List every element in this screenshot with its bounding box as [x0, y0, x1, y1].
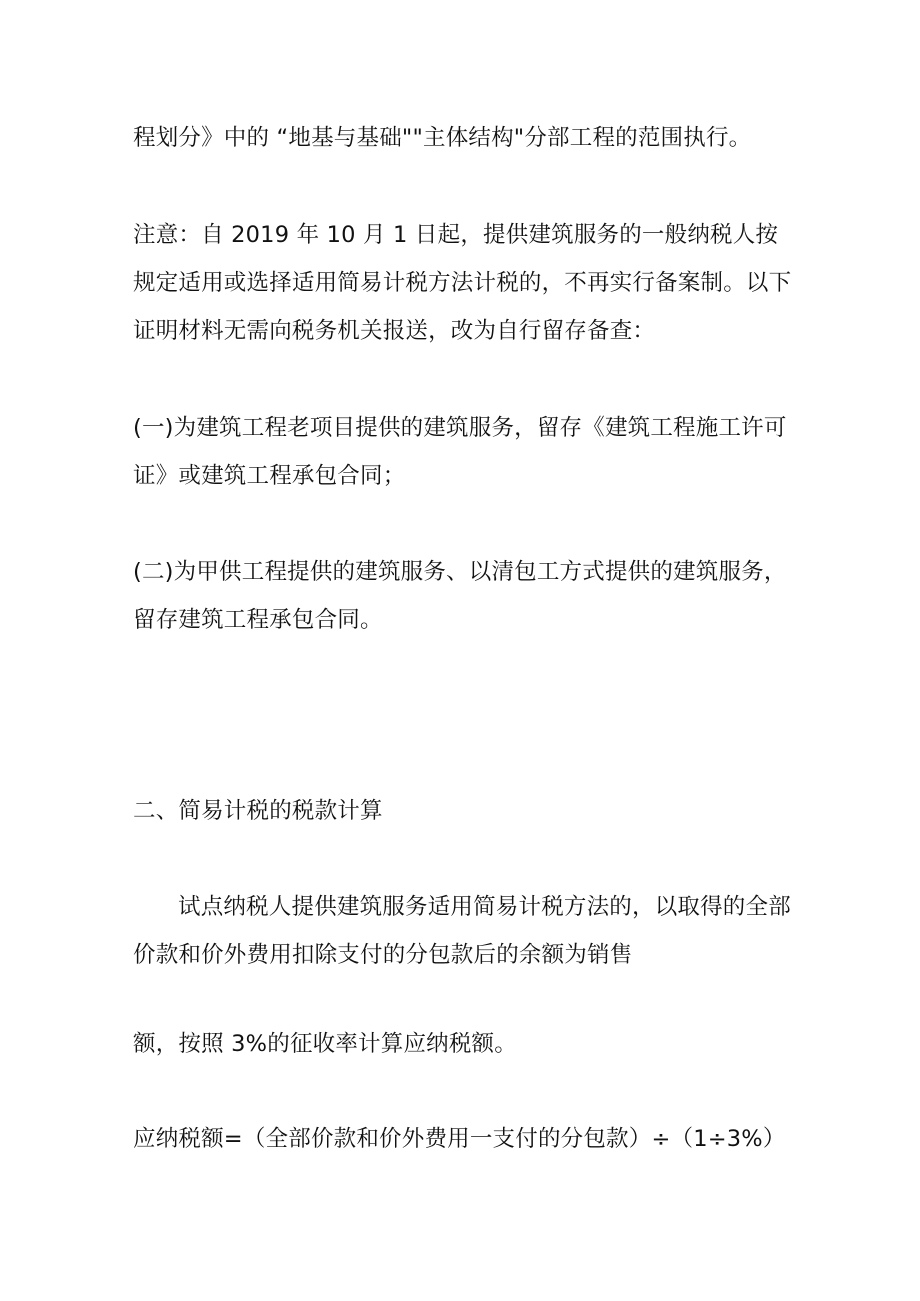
note-line-3: 证明材料无需向税务机关报送，改为自行留存备查：	[133, 318, 656, 344]
note-line-1: 注意：自 2019 年 10 月 1 日起，提供建筑服务的一般纳税人按	[133, 222, 779, 248]
item-one-line-2: 证》或建筑工程承包合同；	[133, 463, 406, 489]
item-two-line-2: 留存建筑工程承包合同。	[133, 607, 383, 633]
calc-paragraph-continuation: 额，按照 3%的征收率计算应纳税额。	[133, 1031, 517, 1057]
item-one-line-1: (一)为建筑工程老项目提供的建筑服务，留存《建筑工程施工许可	[133, 415, 787, 441]
item-two-line-1: (二)为甲供工程提供的建筑服务、以清包工方式提供的建筑服务，	[133, 559, 787, 585]
intro-line: 程划分》中的 “地基与基础""主体结构"分部工程的范围执行。	[133, 125, 752, 151]
tax-formula: 应纳税额=（全部价款和价外费用一支付的分包款）÷（1÷3%）	[133, 1126, 786, 1152]
calc-paragraph-line-1: 试点纳税人提供建筑服务适用简易计税方法的，以取得的全部	[178, 894, 791, 920]
section-heading: 二、简易计税的税款计算	[133, 798, 383, 824]
note-line-2: 规定适用或选择适用简易计税方法计税的，不再实行备案制。以下	[133, 270, 792, 296]
calc-paragraph-line-2: 价款和价外费用扣除支付的分包款后的余额为销售	[133, 942, 633, 968]
